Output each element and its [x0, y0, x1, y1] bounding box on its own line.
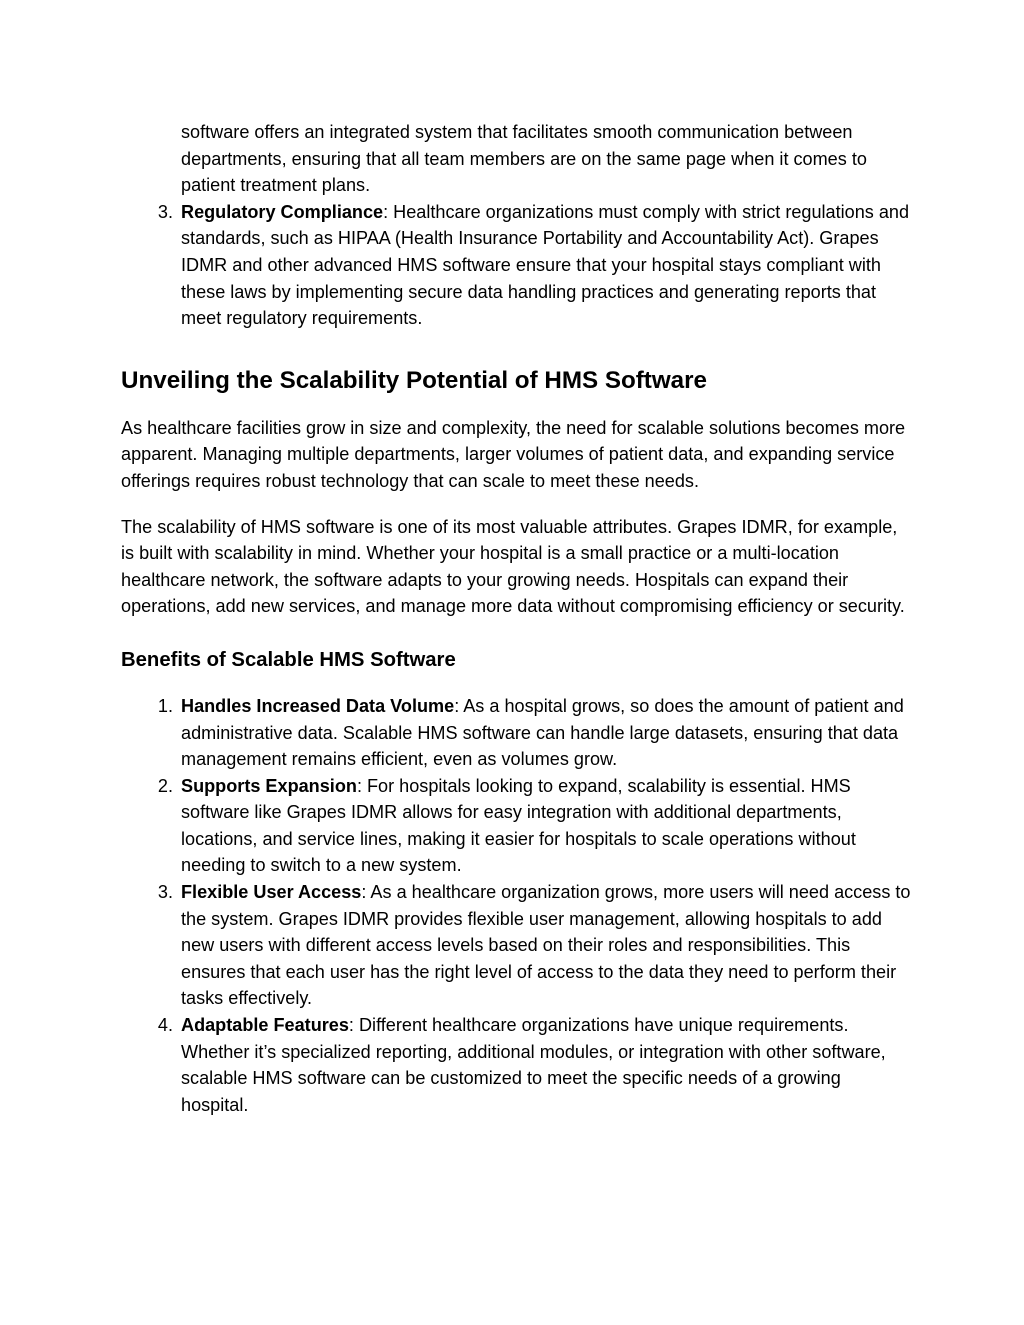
list-item-title: Flexible User Access — [181, 882, 362, 903]
list-item — [121, 879, 911, 1012]
list-item-text: : Healthcare organizations must comply with strict regulations and standards, such as HIPAA (Health Insurance Portability and Accountability Act). Grapes IDMR and other advanced HMS software ensure that your hospital stays compliant with these laws by implementing secure data handling practices and generating reports that meet regulatory requirements. — [181, 201, 910, 329]
benefits-list — [121, 693, 911, 1119]
numbered-list-top — [121, 199, 911, 332]
list-item-title: Regulatory Compliance — [181, 201, 384, 222]
list-item-title: Supports Expansion — [181, 775, 357, 796]
document-content — [121, 119, 911, 1118]
list-item-text: : As a healthcare organization grows, more users will need access to the system. Grapes IDMR provides flexible user management, allowing hospitals to add new users with different access levels based on their roles and responsibilities. This ensures that each user has the right level of access to the data they need to perform their tasks effectively. — [181, 882, 911, 1009]
list-item-text: : As a hospital grows, so does the amount of patient and administrative data. Scalable HMS software can handle large datasets, ensuring that data management remains efficient, even as volumes grow. — [181, 695, 904, 770]
section-heading: Unveiling the Scalability Potential of HMS Software — [121, 366, 707, 394]
list-item — [121, 199, 911, 332]
list-item-text: : Different healthcare organizations have unique requirements. Whether it’s specialized reporting, additional modules, or integration with other software, scalable HMS software can be customized to meet the specific needs of a growing hospital. — [181, 1015, 886, 1115]
list-item-continuation: software offers an integrated system that facilitates smooth communication between departments, ensuring that all team members are on the same page when it comes to patient treatment plans. — [181, 122, 867, 196]
list-item — [121, 1012, 911, 1118]
list-item — [121, 773, 911, 879]
subsection-heading: Benefits of Scalable HMS Software — [121, 648, 456, 671]
list-item-number: 1. — [157, 695, 173, 716]
section-paragraph: As healthcare facilities grow in size and complexity, the need for scalable solutions becomes more apparent. Managing multiple departments, larger volumes of patient data, and expanding service offerings requires robust technology that can scale to meet these needs. — [121, 417, 906, 491]
list-item-text: : For hospitals looking to expand, scalability is essential. HMS software like Grapes IDMR allows for easy integration with additional departments, locations, and service lines, making it easier for hospitals to scale operations without needing to switch to a new system. — [181, 775, 856, 876]
list-item-number: 4. — [157, 1015, 173, 1036]
list-item — [121, 693, 911, 773]
list-item-number: 3. — [157, 201, 173, 222]
list-item-number: 2. — [157, 775, 173, 796]
list-item-title: Handles Increased Data Volume — [181, 695, 455, 716]
list-item-title: Adaptable Features — [181, 1015, 349, 1036]
list-item-number: 3. — [157, 882, 173, 903]
section-paragraph: The scalability of HMS software is one of its most valuable attributes. Grapes IDMR, for example, is built with scalability in mind. Whether your hospital is a small practice or a multi-location healthcare network, the software adapts to your growing needs. Hospitals can expand their operations, add new services, and manage more data without compromising efficiency or security. — [121, 516, 905, 617]
